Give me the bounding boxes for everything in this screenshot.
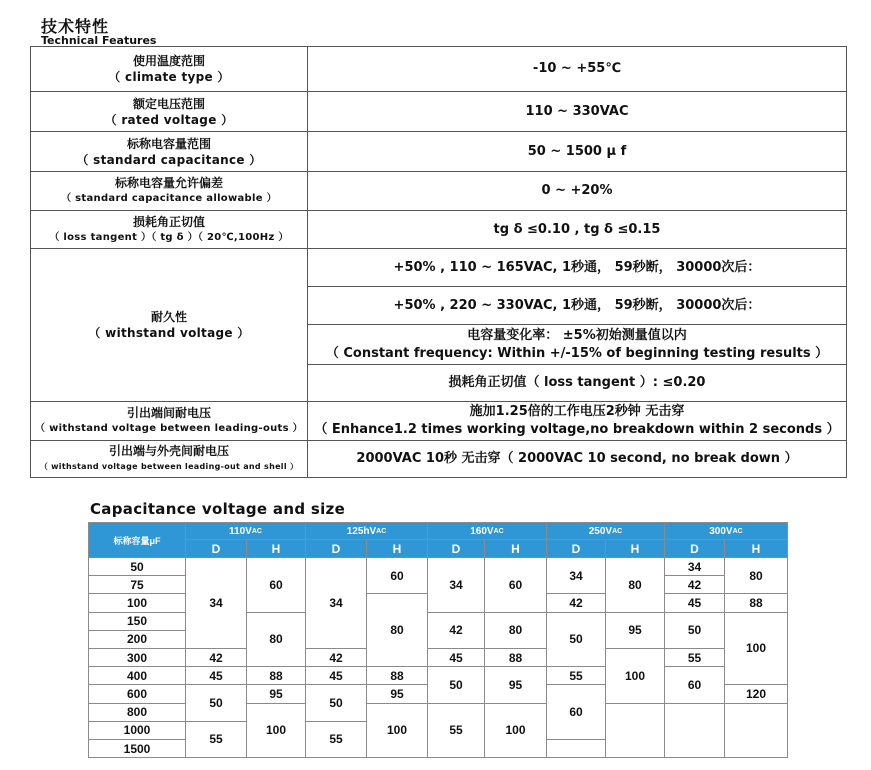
capacitance-value: 800 [88,704,186,722]
diameter-value: 42 [428,613,485,649]
capacitance-value: 50 [88,558,186,576]
feature-label-cn: 损耗角正切值 [132,214,205,229]
voltage-label: 250V [588,525,613,537]
diameter-value: 42 [665,576,725,594]
capacitance-value: 1500 [88,740,186,758]
feature-label-en: （ withstand voltage between leading-outs ） [35,423,303,434]
diameter-value: 50 [306,685,367,721]
diameter-value: 34 [665,558,725,576]
feature-value: 50 ~ 1500 μ f [308,132,847,172]
table-row [31,132,847,172]
height-value: 100 [367,704,428,759]
diameter-value: 42 [547,594,606,612]
feature-label [31,211,308,249]
height-value: 95 [247,685,306,703]
feature-value: 0 ~ +20% [308,172,847,211]
voltage-header [665,522,788,540]
table-row [31,47,847,92]
capacitance-header: 标称容量μF [88,522,186,558]
feature-label-cn: 标称电容量允许偏差 [114,176,223,190]
height-value: 60 [247,558,306,613]
feature-label-cn: 额定电压范围 [132,96,205,111]
feature-value: -10 ~ +55℃ [308,47,847,92]
feature-label-cn: 使用温度范围 [132,54,205,68]
feature-value-line: （ Enhance1.2 times working voltage,no breakdown within 2 seconds ） [314,422,840,437]
feature-value: tg δ ≤0.10 , tg δ ≤0.15 [308,211,847,249]
diameter-value: 55 [547,667,606,685]
height-value: 100 [485,704,547,759]
feature-label-cn: 引出端与外壳间耐电压 [108,444,229,458]
feature-value: 损耗角正切值（ loss tangent ）: ≤0.20 [308,365,847,402]
diameter-value: 50 [665,613,725,649]
feature-label [31,47,308,92]
h-column-header: H [606,540,665,558]
h-column-header: H [247,540,306,558]
d-column-header: D [547,540,606,558]
table-row [31,172,847,211]
feature-label [31,92,308,132]
diameter-value: 55 [428,704,485,759]
feature-label-en: （ withstand voltage ） [88,326,250,340]
height-value: 88 [485,649,547,667]
section-title-cn: 技术特性 [41,17,110,36]
voltage-unit: AC [376,527,387,535]
height-value: 80 [485,613,547,649]
capacitance-value: 1000 [88,722,186,740]
voltage-label: 110V [229,525,252,537]
voltage-label: 300V [709,525,733,537]
height-value: 60 [485,558,547,613]
height-value: 80 [606,558,665,613]
diameter-value: 42 [306,649,367,667]
feature-label [31,249,308,402]
diameter-value: 60 [547,685,606,740]
table-row [31,402,847,441]
diameter-value: 34 [306,558,367,649]
diameter-value: 55 [186,722,247,758]
h-column-header: H [485,540,547,558]
diameter-value: 42 [186,649,247,667]
feature-label-cn: 耐久性 [150,310,187,324]
d-column-header: D [186,540,247,558]
feature-value-line: 施加1.25倍的工作电压2秒钟 无击穿 [469,404,685,419]
feature-label [31,132,308,172]
feature-value: 110 ~ 330VAC [308,92,847,132]
feature-label-en: （ standard capacitance allowable ） [61,193,277,204]
empty-cell [547,740,606,758]
h-column-header: H [367,540,428,558]
feature-label-en: （ climate type ） [108,70,230,84]
feature-label-cn: 标称电容量范围 [126,136,211,151]
height-value: 100 [606,649,665,704]
diameter-value: 55 [306,722,367,758]
d-column-header: D [665,540,725,558]
diameter-value: 60 [665,667,725,703]
capacitance-value: 200 [88,631,186,649]
table-row [31,92,847,132]
voltage-unit: AC [612,527,623,535]
capacitance-value: 75 [88,576,186,594]
technical-features-table [30,46,847,478]
diameter-value: 45 [665,594,725,612]
height-value: 88 [247,667,306,685]
capacitance-value: 300 [88,649,186,667]
voltage-unit: AC [493,527,504,535]
table-row [31,441,847,478]
height-value: 80 [367,594,428,667]
empty-cell [725,704,788,759]
d-column-header: D [306,540,367,558]
height-value: 60 [367,558,428,594]
empty-cell [606,704,665,759]
height-value: 80 [725,558,788,594]
feature-label-cn: 引出端间耐电压 [126,406,211,420]
height-value: 120 [725,685,788,703]
table-row [31,249,847,287]
feature-value: +50% , 110 ~ 165VAC, 1秒通， 59秒断， 30000次后： [308,249,847,287]
height-value: 80 [247,613,306,668]
diameter-value: 50 [428,667,485,703]
voltage-header [547,522,665,540]
feature-value [308,325,847,365]
diameter-value: 34 [547,558,606,594]
diameter-value: 45 [428,649,485,667]
capacitance-value: 400 [88,667,186,685]
feature-label [31,402,308,441]
section-title-en: Technical Features [41,34,157,47]
capacitance-value: 150 [88,613,186,631]
feature-value [308,402,847,441]
height-value: 100 [247,704,306,759]
height-value: 95 [485,667,547,703]
feature-label-en: （ standard capacitance ） [76,152,262,167]
voltage-header [186,522,306,540]
diameter-value: 45 [306,667,367,685]
feature-label-en: （ loss tangent ）（ tg δ ）（ 20℃,100Hz ） [49,231,289,243]
feature-value: +50% , 220 ~ 330VAC, 1秒通， 59秒断， 30000次后： [308,287,847,325]
height-value: 95 [367,685,428,703]
diameter-value: 50 [547,613,606,668]
voltage-unit: AC [732,527,743,535]
height-value: 88 [367,667,428,685]
capacitance-value: 600 [88,685,186,703]
diameter-value: 45 [186,667,247,685]
feature-value-line: （ Constant frequency: Within +/-15% of beginning testing results ） [325,345,829,361]
feature-label-en: （ rated voltage ） [104,112,234,127]
capacitance-value: 100 [88,594,186,612]
voltage-label: 160V [470,525,494,537]
h-column-header: H [725,540,788,558]
feature-label-en: （ withstand voltage between leading-out and shell ） [39,462,299,471]
diameter-value: 55 [665,649,725,667]
feature-label [31,441,308,478]
d-column-header: D [428,540,485,558]
voltage-label: 125hV [346,525,377,537]
voltage-unit: AC [251,527,262,535]
voltage-header [428,522,547,540]
capacitance-size-table [88,522,788,759]
empty-cell [665,704,725,759]
table-row [31,211,847,249]
height-value: 100 [725,613,788,686]
height-value: 95 [606,613,665,649]
diameter-value: 50 [186,685,247,721]
size-table-title: Capacitance voltage and size [90,500,346,518]
feature-value-line: 电容量变化率： ±5%初始测量值以内 [467,327,687,343]
diameter-value: 34 [428,558,485,613]
height-value: 88 [725,594,788,612]
diameter-value: 34 [186,558,247,649]
voltage-header [306,522,428,540]
feature-label [31,172,308,211]
feature-value: 2000VAC 10秒 无击穿（ 2000VAC 10 second, no break down ） [308,441,847,478]
